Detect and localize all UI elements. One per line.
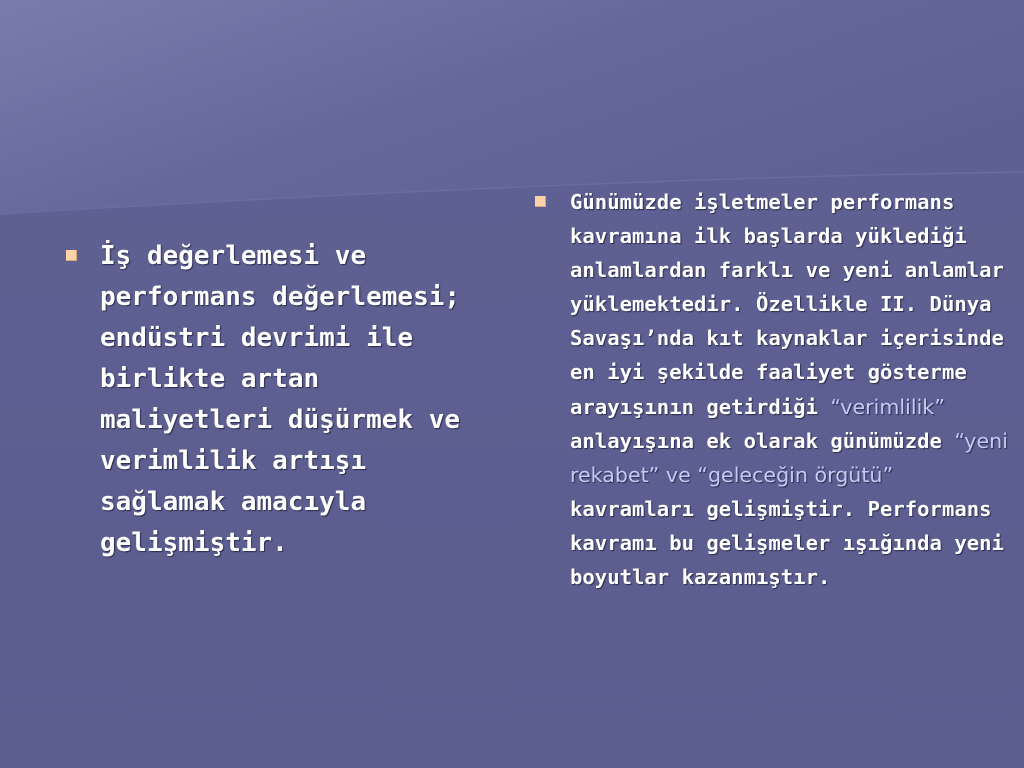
right-bullet-part3: kavramları gelişmiştir. Performans kavramı bu gelişmeler ışığında yeni boyutlar kazanmıştır. <box>570 496 1004 590</box>
right-bullet-highlight-rekabet: “yeni rekabet” ve “geleceğin örgütü” <box>570 428 1008 487</box>
right-bullet-part2: anlayışına ek olarak günümüzde <box>570 428 955 453</box>
right-bullet-part1: Günümüzde işletmeler performans kavramına ilk başlarda yüklediği anlamlardan farklı ve yeni anlamlar yüklemektedir. Özellikle II. Dünya Savaşı’nda kıt kaynaklar içerisinde en iyi şekilde faaliyet gösterme arayışının getirdiği <box>570 190 1004 419</box>
right-bullet-text <box>570 185 1020 594</box>
right-bullet-square-icon <box>535 196 546 207</box>
left-bullet-square-icon <box>66 250 77 261</box>
right-bullet-highlight-verimlilik: “verimlilik” <box>830 394 945 419</box>
left-bullet-text: İş değerlemesi ve performans değerlemesi; endüstri devrimi ile birlikte artan maliyetleri düşürmek ve verimlilik artışı sağlamak amacıyla gelişmiştir. <box>100 241 461 558</box>
